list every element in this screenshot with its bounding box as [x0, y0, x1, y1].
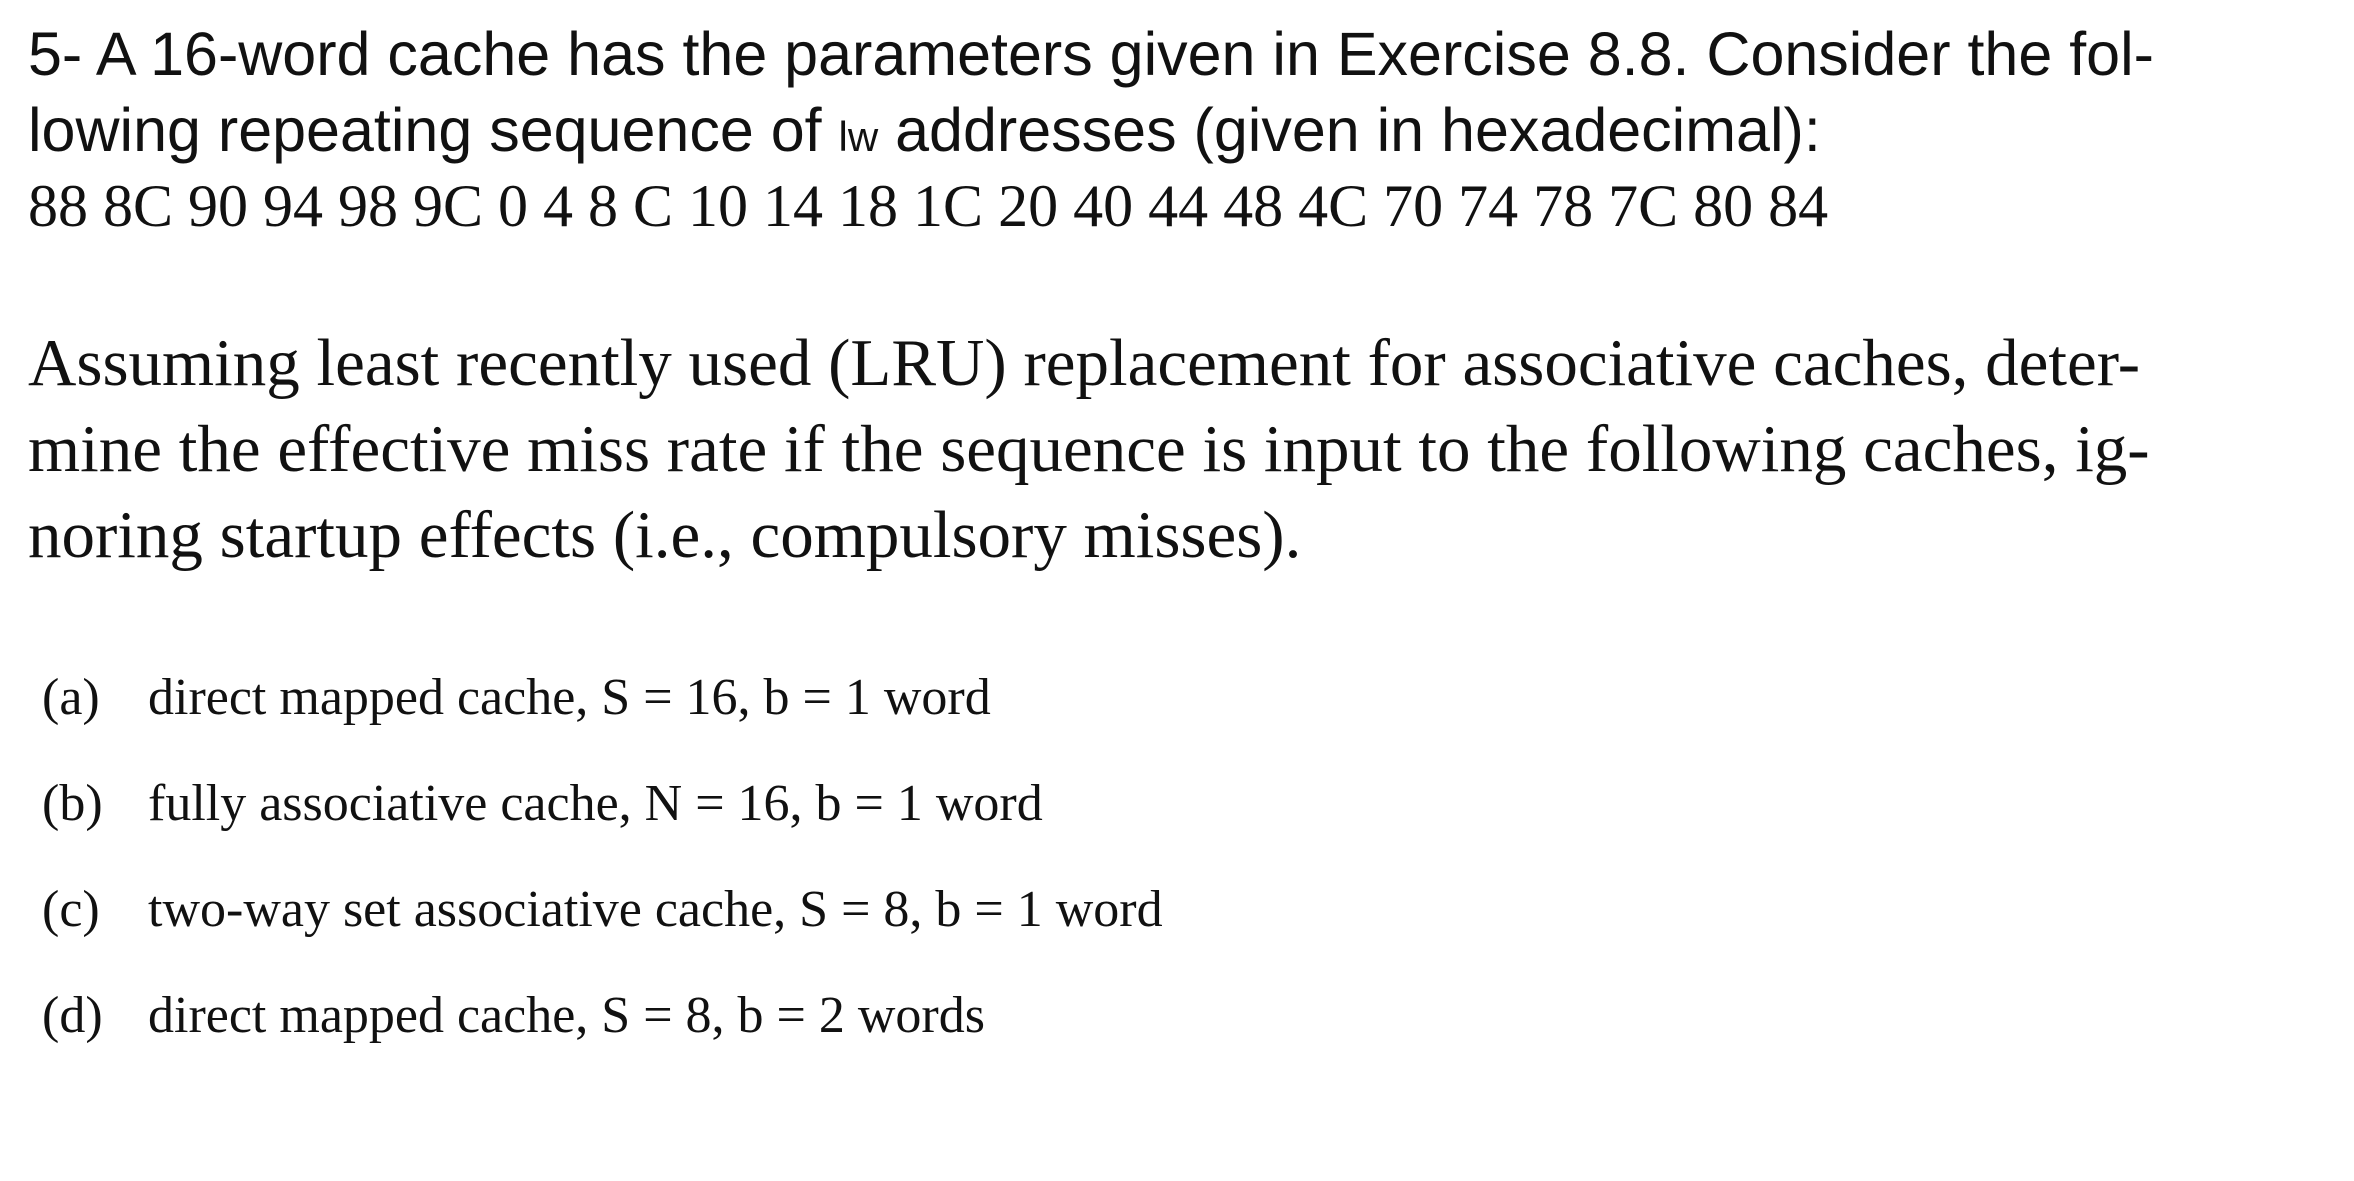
question-heading: [28, 16, 2328, 175]
option-label: (d): [42, 987, 103, 1044]
address-sequence: 88 8C 90 94 98 9C 0 4 8 C 10 14 18 1C 20 40 44 48 4C 70 74 78 7C 80 84: [28, 173, 1829, 239]
option-text: fully associative cache, N = 16, b = 1 word: [148, 775, 1043, 832]
question-line-2: [28, 92, 2328, 175]
question-line-2-prefix: lowing repeating sequence of: [28, 96, 839, 164]
option-a: [42, 668, 2342, 774]
paragraph-line-2: mine the effective miss rate if the sequence is input to the following caches, ig-: [28, 412, 2150, 486]
question-line-1: 5- A 16-word cache has the parameters given in Exercise 8.8. Consider the fol-: [28, 20, 2154, 88]
option-label: (b): [42, 775, 103, 832]
option-label: (a): [42, 669, 100, 726]
option-label: (c): [42, 881, 100, 938]
paragraph-line-1: Assuming least recently used (LRU) replacement for associative caches, deter-: [28, 326, 2141, 400]
option-d: [42, 986, 2342, 1092]
option-text: two-way set associative cache, S = 8, b = 1 word: [148, 881, 1163, 938]
option-text: direct mapped cache, S = 8, b = 2 words: [148, 987, 985, 1044]
instructions-paragraph: [28, 320, 2328, 578]
options-list: [42, 668, 2342, 1092]
paragraph-line-3: noring startup effects (i.e., compulsory misses).: [28, 498, 1302, 572]
lw-instruction: lw: [838, 113, 879, 160]
question-line-2-suffix: addresses (given in hexadecimal):: [878, 96, 1821, 164]
option-b: [42, 774, 2342, 880]
option-text: direct mapped cache, S = 16, b = 1 word: [148, 669, 991, 726]
option-c: [42, 880, 2342, 986]
